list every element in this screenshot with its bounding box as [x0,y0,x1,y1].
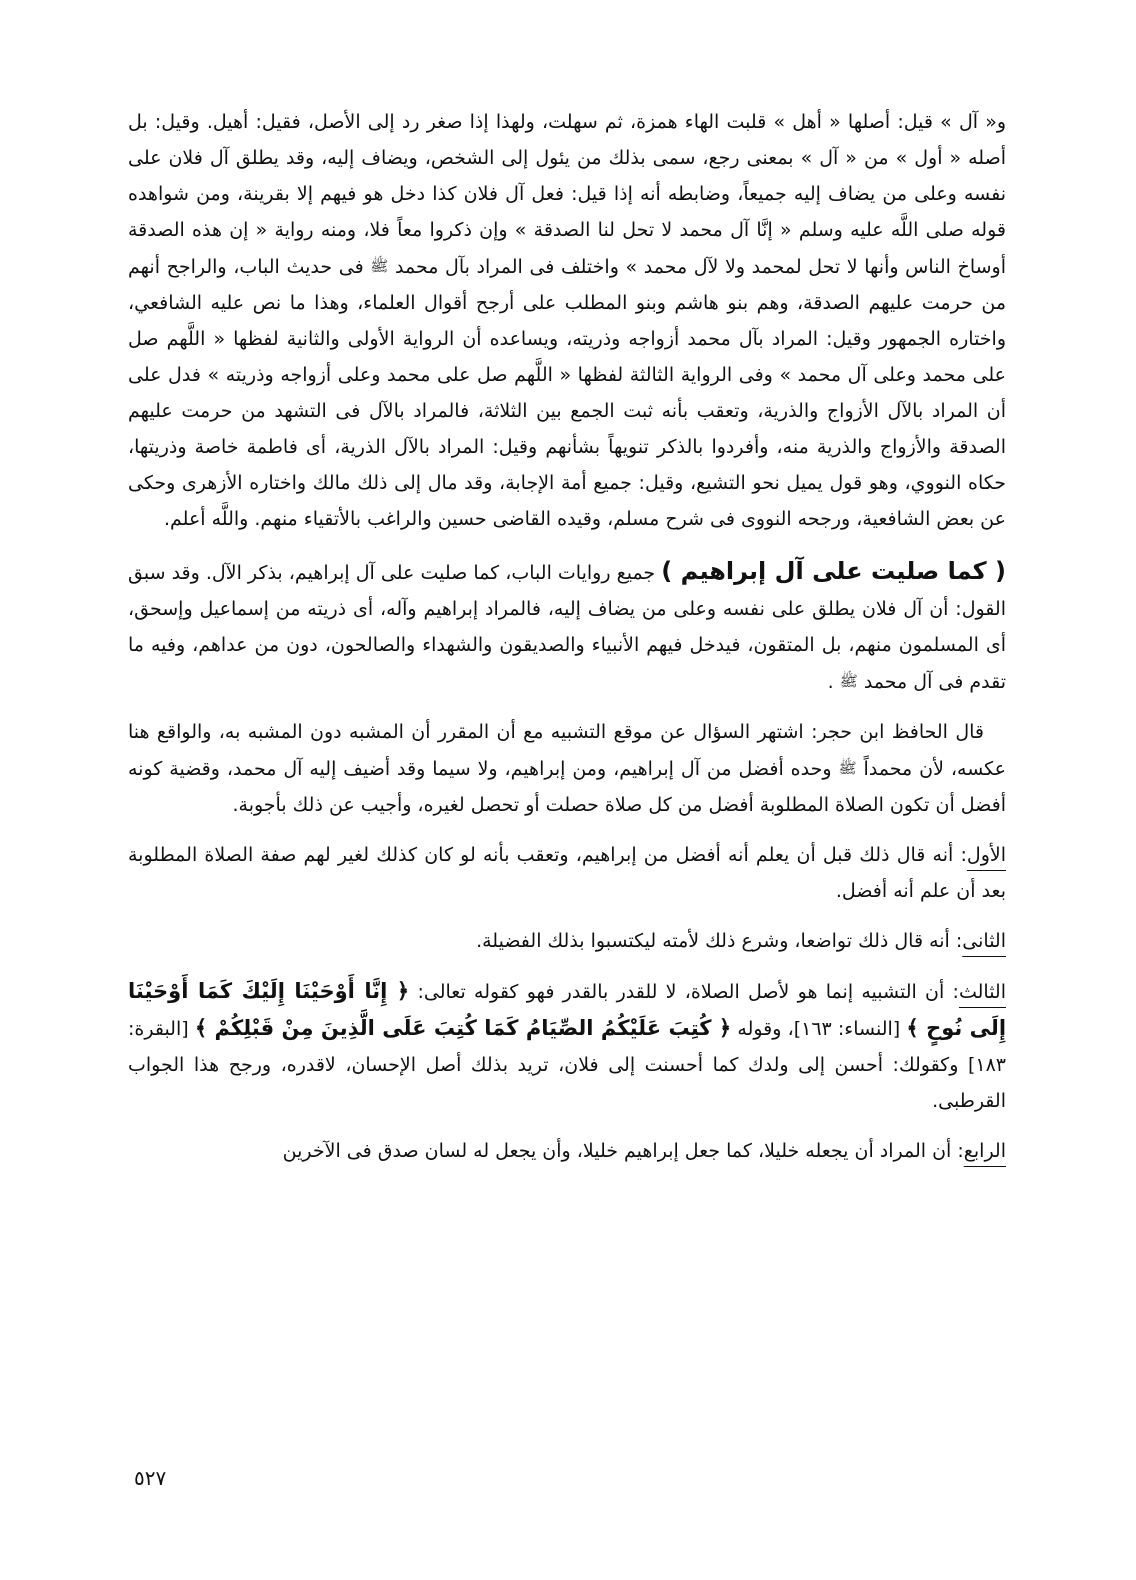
paragraph-text: و« آل » قيل: أصلها « أهل » قلبت الهاء همزة، ثم سهلت، ولهذا إذا صغر رد إلى الأصل، فقيل: أهيل. وقيل: بل أصله « أول » من « آل » بمعنى رجع، سمى بذلك من يئول إلى الشخص، ويضاف إليه، وقد يطلق آل فلان على نفسه وعلى من يضاف إليه جميعاً، وضابطه أنه إذا قيل: فعل آل فلان كذا دخل هو فيهم إلا بقرينة، ومن شواهده قوله صلى اللَّه عليه وسلم « إنَّا آل محمد لا تحل لنا الصدقة » وإن ذكروا معاً فلا، ومنه رواية « إن هذه الصدقة أوساخ الناس وأنها لا تحل لمحمد ولا لآل محمد » واختلف فى المراد بآل محمد [128,111,1006,278]
answer-label-fourth: الرابع [963,1140,1006,1162]
pbuh-honorific-icon: ﷺ [370,257,389,275]
paragraph-text: : أنه قال ذلك تواضعا، وشرع ذلك لأمته ليكتسبوا بذلك الفضيلة. [476,930,963,952]
paragraph-text: قال الحافظ ابن حجر: اشتهر السؤال عن موقع التشبيه مع أن المقرر أن المشبه دون المشبه به، والواقع هنا عكسه، لأن محمداً [128,721,1006,780]
paragraph-text: : أنه قال ذلك قبل أن يعلم أنه أفضل من إبراهيم، وتعقب بأنه لو كان كذلك لغير لهم صفة الصلاة المطلوبة بعد أن علم أنه أفضل. [128,844,1006,902]
paragraph-answer-first [128,837,1006,909]
paragraph-ibn-hajar [128,714,1006,823]
quran-verse-baqarah: ﴿ كُتِبَ عَلَيْكُمُ الصِّيَامُ كَمَا كُتِبَ عَلَى الَّذِينَ مِنْ قَبْلِكُمْ ﴾ [194,1016,732,1040]
paragraph-text: وحده أفضل من آل إبراهيم، ومن إبراهيم، ولا سيما وقد أضيف إليه آل محمد، وقضية كونه أفضل أن تكون الصلاة المطلوبة أفضل من كل صلاة حصلت أو تحصل لغيره، وأجيب عن ذلك بأجوبة. [128,758,1006,816]
section-heading-phrase: ( كما صليت على آل إبراهيم ) [661,557,1007,585]
paragraph-ibrahim [128,553,1006,700]
quran-verse-nisa: ﴿ إِنَّا أَوْحَيْنَا إِلَيْكَ كَمَا أَوْحَيْنَا إِلَى نُوحٍ ﴾ [128,979,1007,1040]
verse-reference: [النساء: ١٦٣]، وقوله [737,1018,901,1040]
paragraph-text: [البقرة: ١٨٣] وكقولك: أحسن إلى ولدك كما أحسنت إلى فلان، تريد بذلك أصل الإحسان، لاقدره، ورجح هذا الجواب القرطبى. [128,1018,1006,1112]
pbuh-honorific-icon: ﷺ [839,672,858,690]
document-page [128,104,1006,1169]
page-number: ٥٢٧ [134,1466,167,1490]
pbuh-honorific-icon: ﷺ [838,759,857,777]
answer-label-first: الأول [966,844,1006,866]
paragraph-text: : أن المراد أن يجعله خليلا، كما جعل إبراهيم خليلا، وأن يجعل له لسان صدق فى الآخرين [282,1140,964,1162]
answer-label-third: الثالث [958,981,1006,1003]
paragraph-text: . [827,671,834,693]
paragraph-answer-third [128,973,1006,1119]
paragraph-text: جميع روايات الباب، كما صليت على آل إبراهيم، بذكر الآل. وقد سبق القول: أن آل فلان يطلق على نفسه وعلى من يضاف إليه، فالمراد إبراهيم وآله، أى ذريته من إسماعيل وإسحق، أى المسلمون منهم، بل المتقون، فيدخل فيهم الأنبياء والصديقون والشهداء والصالحون، دون من عداهم، وفيه ما تقدم فى آل محمد [128,562,1006,693]
paragraph-answer-fourth [128,1133,1006,1169]
paragraph-answer-second [128,923,1006,959]
paragraph-text: : أن التشبيه إنما هو لأصل الصلاة، لا للقدر بالقدر فهو كقوله تعالى: [417,981,959,1003]
answer-label-second: الثانى [962,930,1006,952]
paragraph-text: فى حديث الباب، والراجح أنهم من حرمت عليهم الصدقة، وهم بنو هاشم وبنو المطلب على أرجح أقوال العلماء، وهذا ما نص عليه الشافعي، واختاره الجمهور وقيل: المراد بآل محمد أزواجه وذريته، ويساعده أن الرواية الأولى والثانية لفظها « اللَّهم صل على محمد وعلى آل محمد » وفى الرواية الثالثة لفظها « اللَّهم صل على محمد وعلى أزواجه وذريته » فدل على أن المراد بالآل الأزواج والذرية، وتعقب بأنه ثبت الجمع بين الثلاثة، فالمراد بالآل فى التشهد من حرمت عليهم الصدقة والأزواج والذرية منه، وأفردوا بالذكر تنويهاً بشأنهم وقيل: المراد بالآل الذرية، أى فاطمة خاصة وذريتها، حكاه النووي، وهو قول يميل نحو التشيع، وقيل: جميع أمة الإجابة، وقد مال إلى ذلك مالك واختاره الأزهرى وحكى عن بعض الشافعية، ورجحه النووى فى شرح مسلم، وقيده القاضى حسين والراغب بالأتقياء منهم. واللَّه أعلم. [128,256,1006,530]
paragraph-al-meaning [128,104,1006,537]
